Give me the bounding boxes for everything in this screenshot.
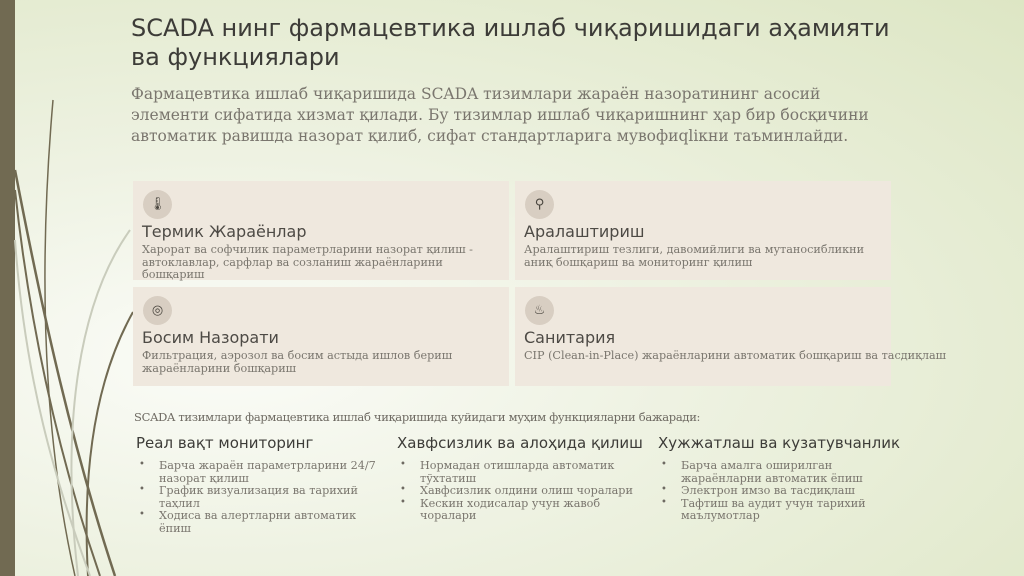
column-realtime-monitoring (136, 434, 406, 535)
list-item: • Электрон имзо ва тасдиқлаш (681, 485, 908, 498)
card-description: Фильтрация, аэрозол ва босим астыда ишлов бериш жараёнларини бошқариш (142, 349, 453, 375)
card-pressure-control (133, 287, 509, 386)
section-intro: SCADA тизимлари фармацевтика ишлаб чиқаришида куйидаги муҳим функцияларни бажаради: (134, 410, 701, 424)
list-item: • Тафтиш ва аудит учун тарихий маълумотлар (681, 498, 908, 523)
list-item: • Нормадан отишларда автоматик тўхтатиш (420, 460, 647, 485)
list-item: • Кескин ходисалар учун жавоб чоралари (420, 498, 647, 523)
card-mixing (515, 181, 891, 280)
list-item: • График визуализация ва тарихий таҳлил (159, 485, 386, 510)
list-item: • Ходиса ва алертларни автоматик ёпиш (159, 510, 386, 535)
card-title: Термик Жараёнлар (142, 222, 307, 241)
column-heading: Хужжатлаш ва кузатувчанлик (658, 434, 900, 452)
card-thermal-processes (133, 181, 509, 280)
card-sanitation (515, 287, 947, 386)
card-description: Харорат ва софчилик параметрларини назорат қилиш - автоклавлар, сарфлар ва созланиш жараёнларини бошқариш (142, 243, 473, 281)
mixer-icon: ⚲ (525, 190, 554, 219)
pressure-gauge-icon: ◎ (143, 296, 172, 325)
slide-title: SCADA нинг фармацевтика ишлаб чиқаришидаги аҳамияти ва функциялари (131, 14, 890, 71)
column-documentation (658, 434, 928, 523)
decorative-grass-lines (0, 0, 140, 576)
list-item: • Барча жараён параметрларини 24/7 назорат қилиш (159, 460, 386, 485)
thermometer-icon: 🌡 (143, 190, 172, 219)
card-title: Аралаштириш (524, 222, 645, 241)
card-title: Босим Назорати (142, 328, 279, 347)
sanitation-icon: ♨ (525, 296, 554, 325)
card-description: Аралаштириш тезлиги, давомийлиги ва мутаносибликни аниқ бошқариш ва мониторинг қилиш (524, 243, 865, 269)
card-title: Санитария (524, 328, 616, 347)
column-heading: Реал вақт мониторинг (136, 434, 314, 452)
card-description: CIP (Clean-in-Place) жараёнларини автоматик бошқариш ва тасдиқлаш (524, 349, 947, 362)
column-heading: Хавфсизлик ва алоҳида қилиш (397, 434, 643, 452)
list-item: • Барча амалга оширилган жараёнларни автоматик ёпиш (681, 460, 908, 485)
column-safety (397, 434, 667, 523)
intro-paragraph: Фармацевтика ишлаб чиқаришида SCADA тизимлари жараён назоратининг асосий элементи сифатида хизмат қилади. Бу тизимлар ишлаб чиқаришнинг ҳар бир босқичини автоматик равишда назорат қилиб, сифат стандартларига мувофиqlікни таъминлайди. (131, 85, 869, 145)
list-item: • Хавфсизлик олдини олиш чоралари (420, 485, 647, 498)
